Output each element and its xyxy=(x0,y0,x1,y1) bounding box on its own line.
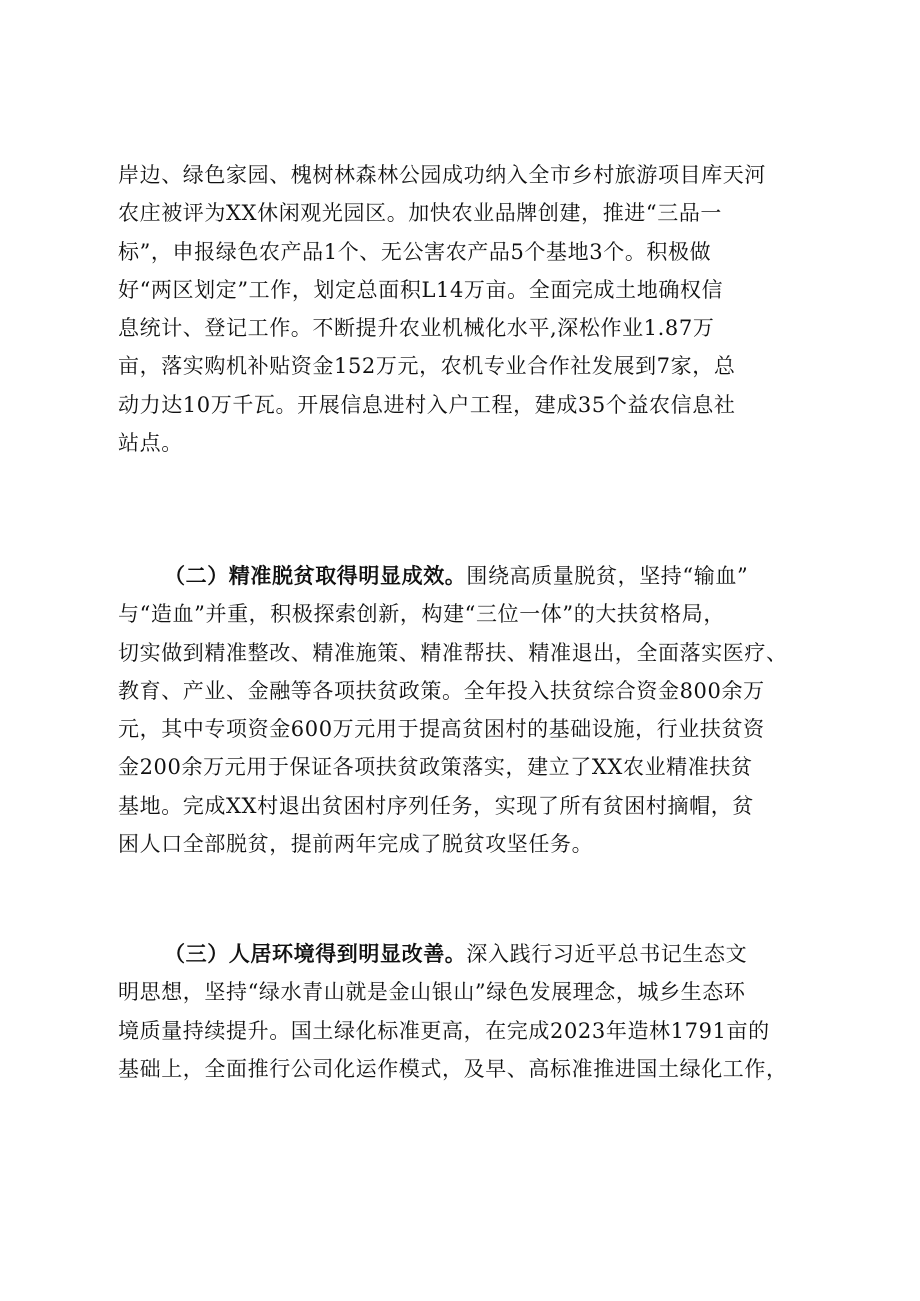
text-line: 与“造血”并重，积极探索创新，构建“三位一体”的大扶贫格局， xyxy=(118,602,725,627)
text-line: 农庄被评为XX休闲观光园区。加快农业品牌创建，推进“三品一 xyxy=(118,201,723,226)
text-line xyxy=(118,557,830,595)
text-line: 岸边、绿色家园、槐树林森林公园成功纳入全市乡村旅游项目库天河 xyxy=(118,163,766,187)
heading-line-rest: 深入践行习近平总书记生态文 xyxy=(466,942,748,966)
section-heading: （二）精准脱贫取得明显成效。 xyxy=(164,563,467,588)
text-line: 动力达10万千瓦。开展信息进村入户工程，建成35个益农信息社 xyxy=(118,392,736,417)
text-line: 标”，申报绿色农产品1个、无公害农产品5个基地3个。积极做 xyxy=(118,239,712,264)
paragraph-living-environment xyxy=(118,935,830,1088)
text-line: 好“两区划定”工作，划定总面积L14万亩。全面完成土地确权信 xyxy=(118,277,724,302)
paragraph-agriculture xyxy=(118,156,830,462)
paragraph-poverty-alleviation xyxy=(118,557,830,863)
text-line: 亩，落实购机补贴资金152万元，农机专业合作社发展到7家，总 xyxy=(118,354,736,379)
text-line: 息统计、登记工作。不断提升农业机械化水平,深松作业1.87万 xyxy=(118,316,715,341)
text-line: 站点。 xyxy=(118,431,183,456)
heading-line-rest: 围绕高质量脱贫，坚持“输血” xyxy=(466,564,749,588)
text-line: 金200余万元用于保证各项扶贫政策落实，建立了XX农业精准扶贫 xyxy=(118,755,753,780)
text-line: 境质量持续提升。国土绿化标准更高，在完成2023年造林1791亩的 xyxy=(118,1018,770,1043)
text-line: 基地。完成XX村退出贫困村序列任务，实现了所有贫困村摘帽，贫 xyxy=(118,793,754,818)
section-heading: （三）人居环境得到明显改善。 xyxy=(164,941,467,966)
text-line: 切实做到精准整改、精准施策、精准帮扶、精准退出，全面落实医疗、 xyxy=(118,640,788,665)
text-line: 基础上，全面推行公司化运作模式，及早、高标准推进国土绿化工作， xyxy=(118,1056,788,1081)
text-line: 明思想，坚持“绿水青山就是金山银山”绿色发展理念，城乡生态环 xyxy=(118,980,746,1005)
text-line: 元，其中专项资金600万元用于提高贫困村的基础设施，行业扶贫资 xyxy=(118,717,765,742)
text-line xyxy=(118,935,830,973)
text-line: 教育、产业、金融等各项扶贫政策。全年投入扶贫综合资金800余万 xyxy=(118,678,765,703)
text-line: 困人口全部脱贫，提前两年完成了脱贫攻坚任务。 xyxy=(118,832,594,857)
